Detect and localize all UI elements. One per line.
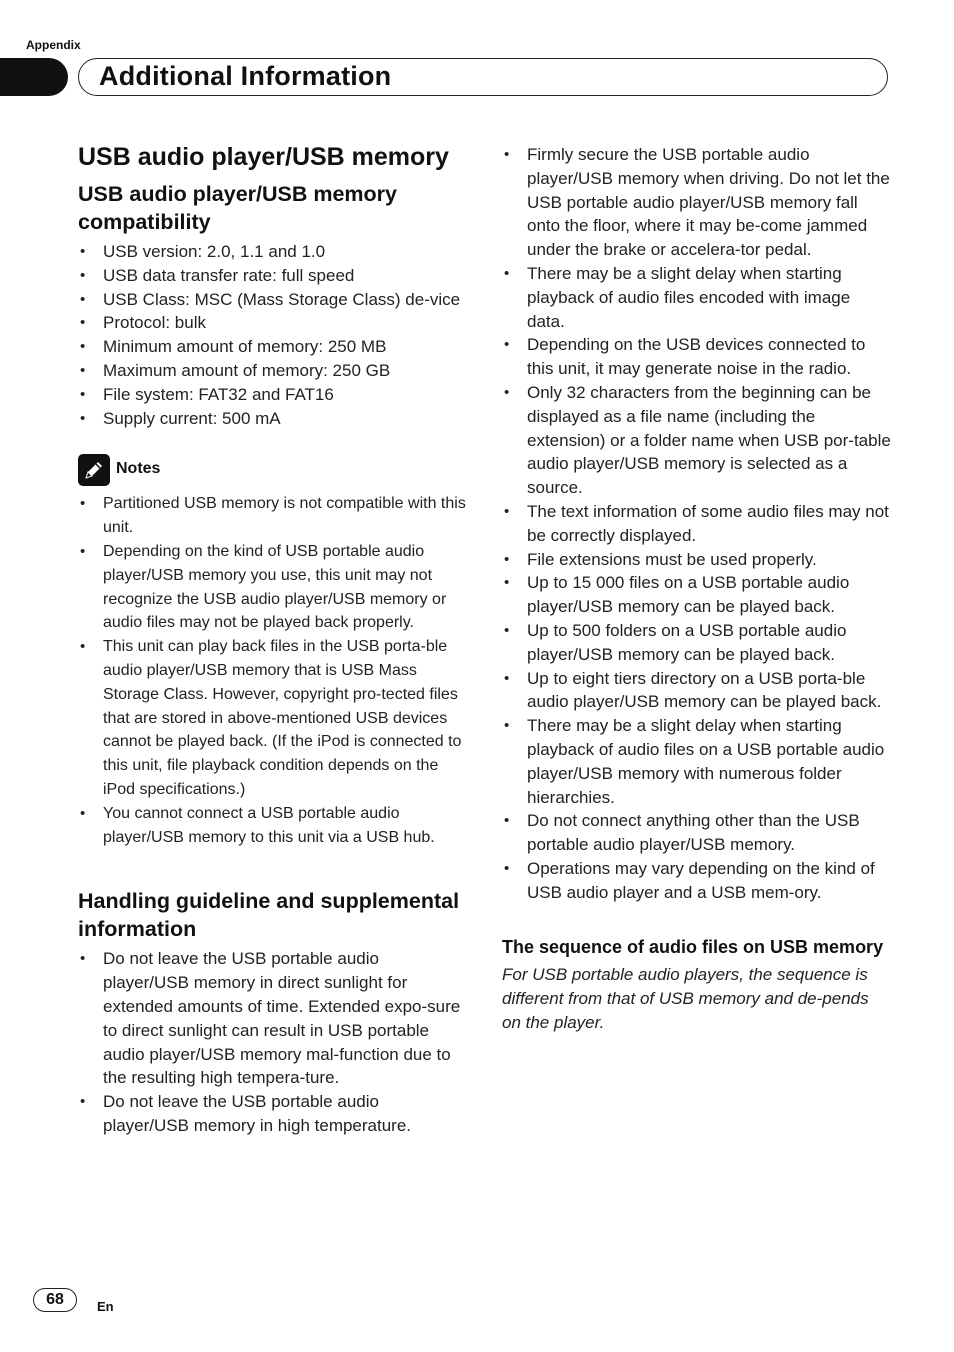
handling-list-continued [502, 143, 892, 905]
left-column [78, 140, 468, 1138]
sequence-text: For USB portable audio players, the sequence is different from that of USB memory and de-pends on the player. [502, 964, 869, 1032]
appendix-label: Appendix [26, 38, 81, 52]
right-column [502, 143, 892, 1035]
handling-heading: Handling guideline and supplemental information [78, 889, 460, 942]
list-item: • Do not leave the USB portable audio player/USB memory in high temperature. [78, 1090, 468, 1138]
note-item: • Depending on the kind of USB portable audio player/USB memory you use, this unit may not recognize the USB audio player/USB memory or audio files may not be played back properly. [78, 540, 468, 635]
list-item: • Up to 15 000 files on a USB portable audio player/USB memory can be played back. [502, 571, 892, 619]
section-tab-marker [0, 58, 68, 96]
page-number: 68 [33, 1288, 77, 1312]
list-item: • USB version: 2.0, 1.1 and 1.0 [78, 240, 468, 264]
list-item: • USB data transfer rate: full speed [78, 264, 468, 288]
list-item: • Minimum amount of memory: 250 MB [78, 335, 468, 359]
list-item: • Only 32 characters from the beginning can be displayed as a file name (including the extension) or a folder name when USB por-table audio player/USB memory is selected as a source. [502, 381, 892, 500]
compatibility-heading: USB audio player/USB memory compatibility [78, 182, 398, 234]
list-item: • There may be a slight delay when starting playback of audio files on a USB portable audio player/USB memory with numerous folder hierarchies. [502, 714, 892, 809]
list-item: • Supply current: 500 mA [78, 407, 468, 431]
note-item: • This unit can play back files in the USB porta-ble audio player/USB memory that is USB Mass Storage Class. However, copyright pro-tected files that are stored in above-mentioned USB devices cannot be played back. (If the iPod is connected to this unit, file playback condition depends on the iPod specifications.) [78, 635, 468, 802]
list-item: • Protocol: bulk [78, 311, 468, 335]
notes-list [78, 492, 468, 849]
list-item: • The text information of some audio files may not be correctly displayed. [502, 500, 892, 548]
sequence-heading: The sequence of audio files on USB memory [502, 936, 884, 957]
compatibility-list [78, 240, 468, 430]
list-item: • Up to 500 folders on a USB portable audio player/USB memory can be played back. [502, 619, 892, 667]
page-title: USB audio player/USB memory [78, 143, 449, 171]
language-label: En [97, 1299, 114, 1314]
pencil-note-icon [78, 454, 110, 486]
section-header [78, 58, 888, 96]
note-item: • You cannot connect a USB portable audio player/USB memory to this unit via a USB hub. [78, 802, 468, 850]
list-item: • Depending on the USB devices connected to this unit, it may generate noise in the radio. [502, 333, 892, 381]
list-item: • Firmly secure the USB portable audio player/USB memory when driving. Do not let the USB portable audio player/USB memory fall onto the floor, where it may be-come jammed under the brake or accelera-tor pedal. [502, 143, 892, 262]
list-item: • USB Class: MSC (Mass Storage Class) de-vice [78, 288, 468, 312]
list-item: • File extensions must be used properly. [502, 548, 892, 572]
list-item: • Operations may vary depending on the kind of USB audio player and a USB mem-ory. [502, 857, 892, 905]
handling-list [78, 947, 468, 1137]
note-item: • Partitioned USB memory is not compatible with this unit. [78, 492, 468, 540]
list-item: • Up to eight tiers directory on a USB porta-ble audio player/USB memory can be played back. [502, 667, 892, 715]
list-item: • Do not connect anything other than the USB portable audio player/USB memory. [502, 809, 892, 857]
list-item: • File system: FAT32 and FAT16 [78, 383, 468, 407]
list-item: • Maximum amount of memory: 250 GB [78, 359, 468, 383]
list-item: • There may be a slight delay when starting playback of audio files encoded with image data. [502, 262, 892, 333]
list-item: • Do not leave the USB portable audio player/USB memory in direct sunlight for extended amounts of time. Extended expo-sure to direct sunlight can result in USB portable audio player/USB memory mal-function due to the resulting high tempera-ture. [78, 947, 468, 1090]
notes-label: Notes [116, 460, 161, 478]
section-title: Additional Information [99, 61, 392, 91]
notes-header [78, 452, 468, 488]
